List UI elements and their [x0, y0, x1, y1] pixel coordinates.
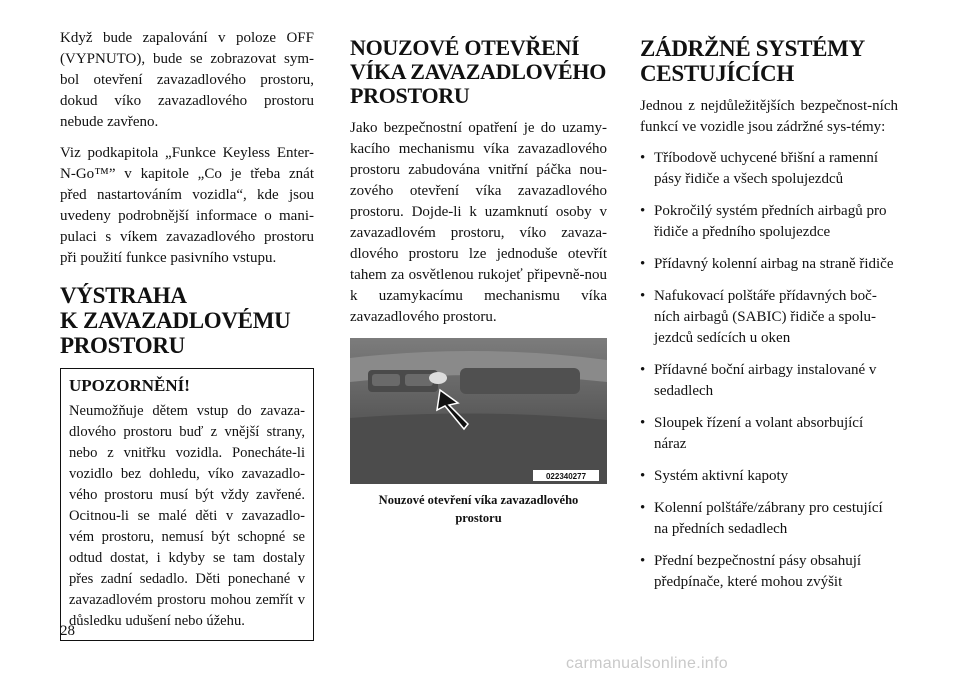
- heading-line: VÍKA ZAVAZADLOVÉHO: [350, 59, 607, 84]
- list-item: [640, 360, 898, 402]
- list-item: [640, 466, 898, 487]
- heading-line: PROSTORU: [60, 333, 185, 358]
- caption-line: prostoru: [455, 511, 502, 525]
- bullet: •: [640, 288, 646, 304]
- paragraph-keyless: Viz podkapitola „Funkce Keyless Enter-N-Go™” v kapitole „Co je třeba znát před nastartováním vozidla“, kde jsou uvedeny podrobnější informace o mani-pulaci s víkem zavazadlového prostoru při použití funkce pasivního vstupu.: [60, 145, 314, 266]
- page-number: 28: [60, 623, 75, 639]
- heading-line: ZÁDRŽNÉ SYSTÉMY: [640, 36, 865, 61]
- list-item: [640, 148, 898, 190]
- bullet: •: [640, 256, 646, 272]
- figure-caption: [350, 491, 607, 527]
- paragraph-emergency-release: Jako bezpečnostní opatření je do uzamy-kacího mechanismu víka zavazadlového prostoru zabudována vnitřní páčka nou-zového otevření víka zavazadlového prostoru. Dojde-li k uzamknutí osoby v zavazadlovém prostoru, víko zavaza-dlového prostoru lze jednoduše otevřít tahem za osvětlenou rukojeť připevně-nou k uzamykacímu mechanismu víka zavazadlového prostoru.: [350, 120, 607, 325]
- list-item-text: Přední bezpečnostní pásy obsahují předpínače, které mohou zvýšit: [654, 553, 862, 590]
- restraint-list: [640, 148, 898, 593]
- trunk-release-photo: [350, 338, 607, 484]
- paragraph-restraint-intro: Jednou z nejdůležitějších bezpečnost-ních funkcí ve vozidle jsou zádržné sys-témy:: [640, 98, 898, 135]
- list-item-text: Tříbodově uchycené břišní a ramenní pásy řidiče a všech spolujezdců: [654, 150, 879, 187]
- list-item-text: Přídavný kolenní airbag na straně řidiče: [654, 256, 894, 272]
- list-item: [640, 413, 898, 455]
- list-item-text: Kolenní polštáře/zábrany pro cestující na předních sedadlech: [654, 500, 883, 537]
- figure-code: 022340277: [545, 472, 587, 481]
- warning-text: Neumožňuje dětem vstup do zavaza-dlového prostoru buď z vnější strany, nebo z vnitřku vozidla. Ponecháte-li vozidlo bez dohledu, víko zavazadlo-vého prostoru musí být vždy zavřené. Ocitnou-li se malé děti v zavazadlo-vém prostoru, nemusí být schopné se odtud dostat, i kdyby se tam dostaly přes zadní sedadlo. Děti ponechané v zavazadlovém prostoru mohou zemřít v důsledku udušení nebo úžehu.: [69, 403, 305, 629]
- heading-line: CESTUJÍCÍCH: [640, 61, 794, 86]
- heading-line: NOUZOVÉ OTEVŘENÍ: [350, 35, 580, 60]
- list-item-text: Nafukovací polštáře přídavných boč-ních airbagů (SABIC) řidiče a spolu-jezdců sedících u oken: [654, 288, 877, 346]
- heading-line: K ZAVAZADLOVÉMU: [60, 308, 291, 333]
- heading-trunk-warning: [60, 283, 314, 358]
- list-item-text: Pokročilý systém předních airbagů pro řidiče a předního spolujezdce: [654, 203, 887, 240]
- bullet: •: [640, 500, 646, 516]
- bullet: •: [640, 362, 646, 378]
- heading-emergency-release: [350, 36, 607, 108]
- paragraph-trunk-symbol: Když bude zapalování v poloze OFF (VYPNUTO), bude se zobrazovat sym-bol otevření zavazadlového prostoru, dokud víko zavazadlového prostoru nebude zavřeno.: [60, 30, 314, 130]
- bullet: •: [640, 553, 646, 569]
- list-item-text: Systém aktivní kapoty: [654, 468, 789, 484]
- list-item-text: Přídavné boční airbagy instalované v sedadlech: [654, 362, 877, 399]
- bullet: •: [640, 415, 646, 431]
- heading-line: VÝSTRAHA: [60, 283, 187, 308]
- bullet: •: [640, 150, 646, 166]
- list-item: [640, 286, 898, 349]
- bullet: •: [640, 468, 646, 484]
- watermark: carmanualsonline.info: [566, 655, 728, 672]
- list-item: [640, 201, 898, 243]
- column-2: [350, 28, 607, 527]
- warning-box: [60, 368, 314, 641]
- column-3: [640, 28, 898, 604]
- trunk-release-illustration: [350, 338, 607, 484]
- list-item-text: Sloupek řízení a volant absorbující náraz: [654, 415, 864, 452]
- list-item: [640, 254, 898, 275]
- list-item: [640, 551, 898, 593]
- warning-title: UPOZORNĚNÍ!: [69, 376, 190, 395]
- heading-restraint-systems: [640, 36, 898, 86]
- bullet: •: [640, 203, 646, 219]
- heading-line: PROSTORU: [350, 83, 470, 108]
- list-item: [640, 498, 898, 540]
- column-1: [60, 28, 314, 641]
- caption-line: Nouzové otevření víka zavazadlového: [378, 493, 579, 507]
